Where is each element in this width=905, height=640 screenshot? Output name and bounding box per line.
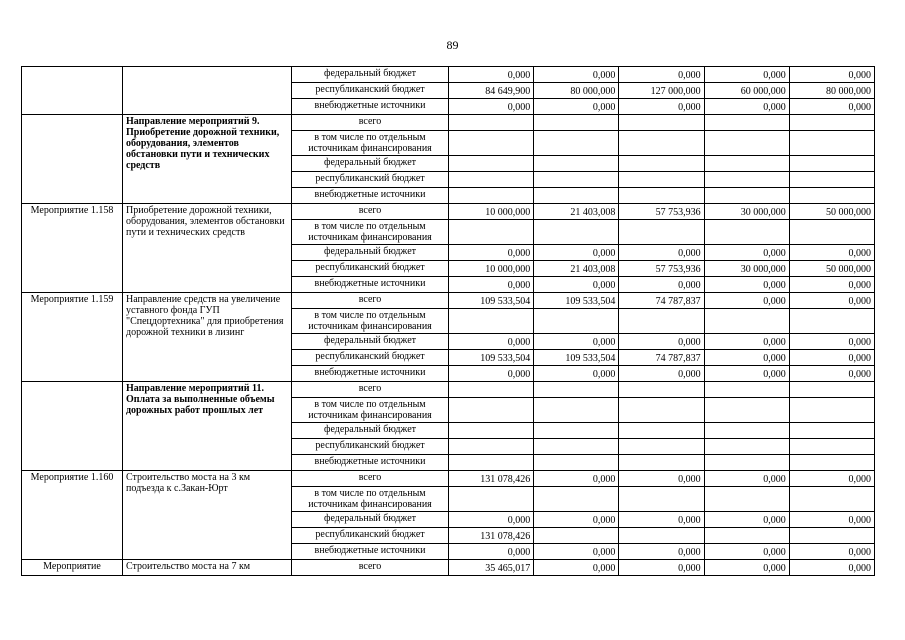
amount-cell-year-3: 0,000 [619, 471, 704, 487]
funding-source-cell: федеральный бюджет [292, 156, 449, 172]
amount-cell-year-4 [704, 131, 789, 156]
amount-cell-year-1 [449, 423, 534, 439]
amount-cell-year-5 [789, 309, 874, 334]
table-row [22, 67, 875, 83]
amount-cell-year-1: 0,000 [449, 99, 534, 115]
amount-cell-year-1 [449, 131, 534, 156]
amount-cell-year-4 [704, 423, 789, 439]
page-number: 89 [446, 38, 459, 52]
amount-cell-year-2 [534, 487, 619, 512]
amount-cell-year-2 [534, 455, 619, 471]
amount-cell-year-4: 60 000,000 [704, 83, 789, 99]
funding-source-cell: внебюджетные источники [292, 277, 449, 293]
amount-cell-year-5 [789, 188, 874, 204]
funding-source-cell: всего [292, 560, 449, 576]
measure-name-cell: Направление мероприятий 11. Оплата за выполненные объемы дорожных работ прошлых лет [123, 382, 292, 471]
amount-cell-year-5: 0,000 [789, 350, 874, 366]
amount-cell-year-2: 80 000,000 [534, 83, 619, 99]
amount-cell-year-1: 10 000,000 [449, 204, 534, 220]
amount-cell-year-3 [619, 487, 704, 512]
amount-cell-year-4 [704, 398, 789, 423]
amount-cell-year-5: 0,000 [789, 544, 874, 560]
amount-cell-year-3: 0,000 [619, 99, 704, 115]
amount-cell-year-5 [789, 455, 874, 471]
amount-cell-year-1: 10 000,000 [449, 261, 534, 277]
funding-source-cell: республиканский бюджет [292, 172, 449, 188]
amount-cell-year-3: 74 787,837 [619, 293, 704, 309]
amount-cell-year-2: 0,000 [534, 245, 619, 261]
amount-cell-year-1: 109 533,504 [449, 293, 534, 309]
amount-cell-year-1 [449, 439, 534, 455]
amount-cell-year-1: 109 533,504 [449, 350, 534, 366]
amount-cell-year-3: 0,000 [619, 277, 704, 293]
amount-cell-year-3 [619, 220, 704, 245]
amount-cell-year-2 [534, 172, 619, 188]
amount-cell-year-2: 0,000 [534, 366, 619, 382]
amount-cell-year-3 [619, 398, 704, 423]
table-row [22, 560, 875, 576]
amount-cell-year-3: 0,000 [619, 544, 704, 560]
amount-cell-year-2: 0,000 [534, 277, 619, 293]
amount-cell-year-5: 0,000 [789, 67, 874, 83]
funding-source-cell: всего [292, 115, 449, 131]
amount-cell-year-2 [534, 439, 619, 455]
amount-cell-year-1: 0,000 [449, 67, 534, 83]
funding-table [21, 66, 875, 576]
funding-source-cell: внебюджетные источники [292, 544, 449, 560]
measure-id-cell: Мероприятие 1.159 [22, 293, 123, 382]
amount-cell-year-4 [704, 220, 789, 245]
amount-cell-year-4: 0,000 [704, 334, 789, 350]
amount-cell-year-4: 0,000 [704, 99, 789, 115]
amount-cell-year-3: 0,000 [619, 245, 704, 261]
amount-cell-year-2 [534, 309, 619, 334]
funding-source-cell: внебюджетные источники [292, 366, 449, 382]
amount-cell-year-3: 0,000 [619, 512, 704, 528]
amount-cell-year-5: 0,000 [789, 560, 874, 576]
amount-cell-year-5: 50 000,000 [789, 261, 874, 277]
measure-name-cell: Строительство моста на 3 км подъезда к с.Закан-Юрт [123, 471, 292, 560]
funding-source-cell: в том числе по отдельным источникам финансирования [292, 309, 449, 334]
amount-cell-year-2: 0,000 [534, 67, 619, 83]
amount-cell-year-3 [619, 131, 704, 156]
amount-cell-year-2 [534, 156, 619, 172]
funding-source-cell: республиканский бюджет [292, 261, 449, 277]
amount-cell-year-4 [704, 188, 789, 204]
amount-cell-year-2: 0,000 [534, 334, 619, 350]
amount-cell-year-5 [789, 398, 874, 423]
amount-cell-year-4 [704, 455, 789, 471]
amount-cell-year-1: 131 078,426 [449, 471, 534, 487]
amount-cell-year-1 [449, 188, 534, 204]
funding-source-cell: федеральный бюджет [292, 67, 449, 83]
funding-source-cell: федеральный бюджет [292, 334, 449, 350]
amount-cell-year-1: 0,000 [449, 277, 534, 293]
amount-cell-year-5: 0,000 [789, 277, 874, 293]
amount-cell-year-1: 0,000 [449, 544, 534, 560]
amount-cell-year-1: 35 465,017 [449, 560, 534, 576]
table-row [22, 204, 875, 220]
funding-source-cell: республиканский бюджет [292, 528, 449, 544]
amount-cell-year-4: 0,000 [704, 350, 789, 366]
amount-cell-year-1: 0,000 [449, 366, 534, 382]
funding-source-cell: республиканский бюджет [292, 350, 449, 366]
amount-cell-year-5 [789, 156, 874, 172]
amount-cell-year-3 [619, 528, 704, 544]
amount-cell-year-2: 0,000 [534, 560, 619, 576]
amount-cell-year-4: 0,000 [704, 67, 789, 83]
amount-cell-year-5: 0,000 [789, 512, 874, 528]
amount-cell-year-2 [534, 423, 619, 439]
amount-cell-year-3 [619, 172, 704, 188]
amount-cell-year-1 [449, 115, 534, 131]
amount-cell-year-3 [619, 188, 704, 204]
funding-source-cell: внебюджетные источники [292, 188, 449, 204]
amount-cell-year-5: 0,000 [789, 99, 874, 115]
funding-source-cell: всего [292, 382, 449, 398]
amount-cell-year-4 [704, 115, 789, 131]
amount-cell-year-3: 57 753,936 [619, 261, 704, 277]
amount-cell-year-2 [534, 398, 619, 423]
amount-cell-year-2 [534, 220, 619, 245]
funding-source-cell: федеральный бюджет [292, 245, 449, 261]
table-row [22, 471, 875, 487]
funding-source-cell: республиканский бюджет [292, 83, 449, 99]
funding-source-cell: федеральный бюджет [292, 423, 449, 439]
amount-cell-year-3 [619, 115, 704, 131]
amount-cell-year-2: 21 403,008 [534, 204, 619, 220]
table-row [22, 382, 875, 398]
amount-cell-year-4: 30 000,000 [704, 261, 789, 277]
amount-cell-year-3 [619, 156, 704, 172]
amount-cell-year-5: 0,000 [789, 471, 874, 487]
measure-name-cell: Строительство моста на 7 км [123, 560, 292, 576]
amount-cell-year-4: 0,000 [704, 366, 789, 382]
measure-id-cell: Мероприятие 1.160 [22, 471, 123, 560]
amount-cell-year-3 [619, 455, 704, 471]
amount-cell-year-5 [789, 172, 874, 188]
amount-cell-year-1 [449, 487, 534, 512]
amount-cell-year-4 [704, 156, 789, 172]
amount-cell-year-4: 0,000 [704, 512, 789, 528]
measure-id-cell [22, 115, 123, 204]
amount-cell-year-1: 0,000 [449, 245, 534, 261]
amount-cell-year-5 [789, 115, 874, 131]
measure-name-cell [123, 67, 292, 115]
funding-source-cell: в том числе по отдельным источникам финансирования [292, 131, 449, 156]
amount-cell-year-1 [449, 382, 534, 398]
amount-cell-year-1 [449, 455, 534, 471]
amount-cell-year-2: 0,000 [534, 512, 619, 528]
measure-name-cell: Направление мероприятий 9. Приобретение дорожной техники, оборудования, элементов обстановки пути и технических средств [123, 115, 292, 204]
measure-id-cell: Мероприятие [22, 560, 123, 576]
amount-cell-year-1: 0,000 [449, 334, 534, 350]
funding-source-cell: в том числе по отдельным источникам финансирования [292, 487, 449, 512]
amount-cell-year-1 [449, 156, 534, 172]
amount-cell-year-3: 0,000 [619, 67, 704, 83]
amount-cell-year-2: 109 533,504 [534, 350, 619, 366]
amount-cell-year-4: 0,000 [704, 471, 789, 487]
amount-cell-year-5: 80 000,000 [789, 83, 874, 99]
table-row [22, 115, 875, 131]
amount-cell-year-5 [789, 487, 874, 512]
amount-cell-year-4 [704, 439, 789, 455]
amount-cell-year-3 [619, 309, 704, 334]
funding-table-container [21, 66, 876, 588]
amount-cell-year-1: 131 078,426 [449, 528, 534, 544]
amount-cell-year-5 [789, 131, 874, 156]
amount-cell-year-5 [789, 220, 874, 245]
amount-cell-year-5 [789, 382, 874, 398]
amount-cell-year-2 [534, 188, 619, 204]
amount-cell-year-5 [789, 439, 874, 455]
amount-cell-year-4: 30 000,000 [704, 204, 789, 220]
amount-cell-year-5 [789, 423, 874, 439]
amount-cell-year-2: 0,000 [534, 544, 619, 560]
amount-cell-year-2: 109 533,504 [534, 293, 619, 309]
funding-source-cell: всего [292, 204, 449, 220]
amount-cell-year-3: 0,000 [619, 334, 704, 350]
amount-cell-year-4: 0,000 [704, 560, 789, 576]
amount-cell-year-4 [704, 528, 789, 544]
amount-cell-year-5 [789, 528, 874, 544]
amount-cell-year-2 [534, 528, 619, 544]
amount-cell-year-4: 0,000 [704, 544, 789, 560]
amount-cell-year-1 [449, 172, 534, 188]
funding-source-cell: всего [292, 293, 449, 309]
amount-cell-year-5: 0,000 [789, 334, 874, 350]
amount-cell-year-1 [449, 220, 534, 245]
amount-cell-year-5: 0,000 [789, 293, 874, 309]
amount-cell-year-3: 127 000,000 [619, 83, 704, 99]
amount-cell-year-2 [534, 382, 619, 398]
measure-id-cell [22, 382, 123, 471]
amount-cell-year-4: 0,000 [704, 245, 789, 261]
amount-cell-year-4: 0,000 [704, 293, 789, 309]
amount-cell-year-2: 0,000 [534, 471, 619, 487]
amount-cell-year-5: 0,000 [789, 245, 874, 261]
amount-cell-year-3: 0,000 [619, 366, 704, 382]
amount-cell-year-5: 0,000 [789, 366, 874, 382]
amount-cell-year-4 [704, 172, 789, 188]
funding-source-cell: внебюджетные источники [292, 455, 449, 471]
funding-source-cell: внебюджетные источники [292, 99, 449, 115]
amount-cell-year-4 [704, 382, 789, 398]
amount-cell-year-4 [704, 487, 789, 512]
amount-cell-year-3 [619, 423, 704, 439]
amount-cell-year-3 [619, 382, 704, 398]
table-row [22, 293, 875, 309]
funding-source-cell: в том числе по отдельным источникам финансирования [292, 220, 449, 245]
amount-cell-year-3: 0,000 [619, 560, 704, 576]
funding-source-cell: всего [292, 471, 449, 487]
measure-name-cell: Приобретение дорожной техники, оборудования, элементов обстановки пути и технических средств [123, 204, 292, 293]
funding-table-body [22, 67, 875, 576]
funding-source-cell: республиканский бюджет [292, 439, 449, 455]
amount-cell-year-1: 84 649,900 [449, 83, 534, 99]
amount-cell-year-2 [534, 115, 619, 131]
amount-cell-year-1 [449, 398, 534, 423]
amount-cell-year-4: 0,000 [704, 277, 789, 293]
amount-cell-year-3 [619, 439, 704, 455]
measure-name-cell: Направление средств на увеличение уставного фонда ГУП "Спецдортехника" для приобретения дорожной техники в лизинг [123, 293, 292, 382]
measure-id-cell [22, 67, 123, 115]
amount-cell-year-3: 74 787,837 [619, 350, 704, 366]
amount-cell-year-3: 57 753,936 [619, 204, 704, 220]
amount-cell-year-1 [449, 309, 534, 334]
amount-cell-year-4 [704, 309, 789, 334]
measure-id-cell: Мероприятие 1.158 [22, 204, 123, 293]
amount-cell-year-1: 0,000 [449, 512, 534, 528]
funding-source-cell: в том числе по отдельным источникам финансирования [292, 398, 449, 423]
amount-cell-year-2: 0,000 [534, 99, 619, 115]
amount-cell-year-5: 50 000,000 [789, 204, 874, 220]
funding-source-cell: федеральный бюджет [292, 512, 449, 528]
amount-cell-year-2: 21 403,008 [534, 261, 619, 277]
amount-cell-year-2 [534, 131, 619, 156]
